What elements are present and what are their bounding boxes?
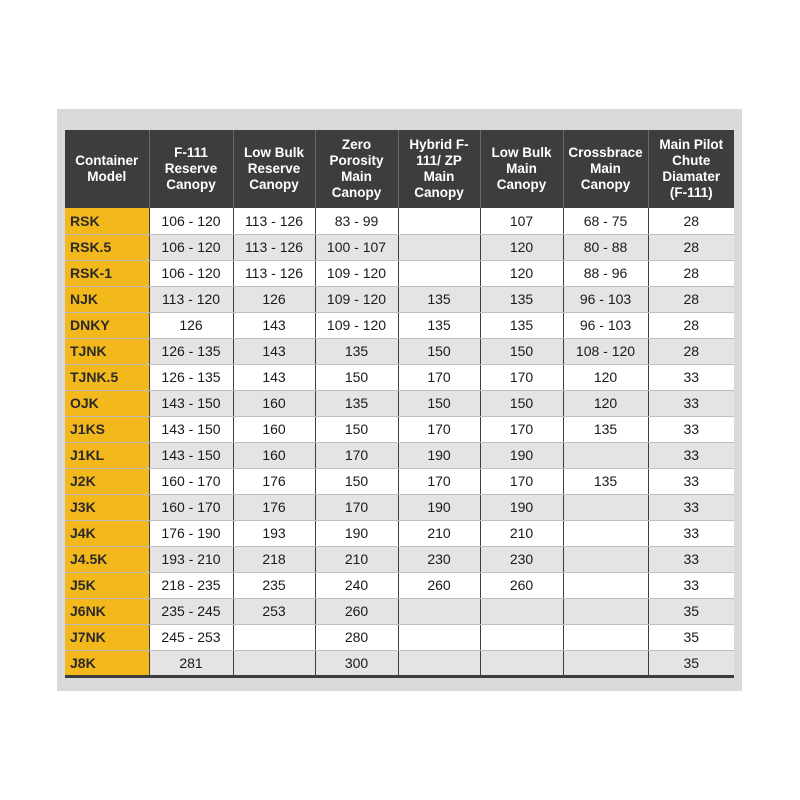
cell-hybrid-main: 135 xyxy=(398,312,480,338)
cell-crossbrace-main xyxy=(563,598,648,624)
cell-hybrid-main: 150 xyxy=(398,390,480,416)
cell-hybrid-main: 150 xyxy=(398,338,480,364)
cell-hybrid-main: 190 xyxy=(398,494,480,520)
cell-pilot-chute-diameter: 35 xyxy=(648,624,734,650)
cell-zero-porosity-main: 83 - 99 xyxy=(315,208,398,234)
cell-zero-porosity-main: 150 xyxy=(315,468,398,494)
cell-low-bulk-main: 190 xyxy=(480,442,563,468)
cell-pilot-chute-diameter: 28 xyxy=(648,208,734,234)
cell-zero-porosity-main: 170 xyxy=(315,442,398,468)
cell-zero-porosity-main: 109 - 120 xyxy=(315,312,398,338)
table-body xyxy=(65,208,734,676)
table-row xyxy=(65,364,734,390)
table-row xyxy=(65,572,734,598)
cell-pilot-chute-diameter: 33 xyxy=(648,494,734,520)
table-row xyxy=(65,546,734,572)
cell-hybrid-main xyxy=(398,234,480,260)
cell-f111-reserve: 126 - 135 xyxy=(149,338,233,364)
cell-container-model: J8K xyxy=(65,650,149,676)
cell-low-bulk-main xyxy=(480,624,563,650)
cell-crossbrace-main: 135 xyxy=(563,416,648,442)
header-main-pilot-chute-diameter: Main Pilot Chute Diamater (F-111) xyxy=(648,130,734,208)
cell-pilot-chute-diameter: 33 xyxy=(648,364,734,390)
cell-f111-reserve: 176 - 190 xyxy=(149,520,233,546)
cell-container-model: RSK-1 xyxy=(65,260,149,286)
table-row xyxy=(65,208,734,234)
cell-low-bulk-main: 135 xyxy=(480,312,563,338)
header-f111-reserve-canopy: F-111 Reserve Canopy xyxy=(149,130,233,208)
cell-hybrid-main xyxy=(398,260,480,286)
cell-f111-reserve: 106 - 120 xyxy=(149,234,233,260)
cell-low-bulk-reserve: 143 xyxy=(233,364,315,390)
cell-zero-porosity-main: 109 - 120 xyxy=(315,286,398,312)
cell-container-model: J2K xyxy=(65,468,149,494)
cell-low-bulk-reserve: 143 xyxy=(233,312,315,338)
cell-low-bulk-reserve: 143 xyxy=(233,338,315,364)
table-row xyxy=(65,494,734,520)
cell-f111-reserve: 160 - 170 xyxy=(149,494,233,520)
cell-crossbrace-main: 96 - 103 xyxy=(563,286,648,312)
cell-container-model: J1KS xyxy=(65,416,149,442)
header-low-bulk-reserve-canopy: Low Bulk Reserve Canopy xyxy=(233,130,315,208)
cell-f111-reserve: 245 - 253 xyxy=(149,624,233,650)
cell-hybrid-main: 210 xyxy=(398,520,480,546)
cell-pilot-chute-diameter: 33 xyxy=(648,468,734,494)
cell-f111-reserve: 218 - 235 xyxy=(149,572,233,598)
cell-crossbrace-main xyxy=(563,572,648,598)
cell-pilot-chute-diameter: 33 xyxy=(648,442,734,468)
cell-crossbrace-main xyxy=(563,520,648,546)
cell-pilot-chute-diameter: 33 xyxy=(648,390,734,416)
cell-hybrid-main: 190 xyxy=(398,442,480,468)
cell-f111-reserve: 106 - 120 xyxy=(149,260,233,286)
cell-low-bulk-reserve xyxy=(233,624,315,650)
table-row xyxy=(65,286,734,312)
cell-zero-porosity-main: 100 - 107 xyxy=(315,234,398,260)
table-row xyxy=(65,520,734,546)
cell-low-bulk-reserve: 160 xyxy=(233,416,315,442)
cell-low-bulk-main: 170 xyxy=(480,416,563,442)
cell-zero-porosity-main: 210 xyxy=(315,546,398,572)
cell-low-bulk-reserve: 253 xyxy=(233,598,315,624)
cell-zero-porosity-main: 190 xyxy=(315,520,398,546)
cell-f111-reserve: 235 - 245 xyxy=(149,598,233,624)
cell-f111-reserve: 126 xyxy=(149,312,233,338)
cell-low-bulk-main: 150 xyxy=(480,390,563,416)
header-row xyxy=(65,130,734,208)
cell-low-bulk-main: 170 xyxy=(480,468,563,494)
cell-pilot-chute-diameter: 28 xyxy=(648,338,734,364)
cell-hybrid-main xyxy=(398,650,480,676)
cell-hybrid-main: 230 xyxy=(398,546,480,572)
cell-low-bulk-reserve: 218 xyxy=(233,546,315,572)
cell-low-bulk-reserve: 126 xyxy=(233,286,315,312)
cell-pilot-chute-diameter: 33 xyxy=(648,416,734,442)
header-low-bulk-main-canopy: Low Bulk Main Canopy xyxy=(480,130,563,208)
table-row xyxy=(65,468,734,494)
header-hybrid-main-canopy: Hybrid F- 111/ ZP Main Canopy xyxy=(398,130,480,208)
cell-low-bulk-main: 120 xyxy=(480,234,563,260)
cell-pilot-chute-diameter: 28 xyxy=(648,312,734,338)
cell-low-bulk-reserve: 176 xyxy=(233,468,315,494)
cell-low-bulk-reserve: 113 - 126 xyxy=(233,260,315,286)
cell-f111-reserve: 281 xyxy=(149,650,233,676)
cell-pilot-chute-diameter: 28 xyxy=(648,286,734,312)
cell-hybrid-main xyxy=(398,598,480,624)
cell-low-bulk-main: 170 xyxy=(480,364,563,390)
table-row xyxy=(65,338,734,364)
cell-f111-reserve: 113 - 120 xyxy=(149,286,233,312)
cell-crossbrace-main: 135 xyxy=(563,468,648,494)
cell-low-bulk-main: 190 xyxy=(480,494,563,520)
cell-container-model: J7NK xyxy=(65,624,149,650)
table-row xyxy=(65,624,734,650)
cell-pilot-chute-diameter: 33 xyxy=(648,546,734,572)
cell-hybrid-main xyxy=(398,208,480,234)
cell-f111-reserve: 193 - 210 xyxy=(149,546,233,572)
cell-pilot-chute-diameter: 28 xyxy=(648,234,734,260)
cell-hybrid-main: 170 xyxy=(398,416,480,442)
cell-crossbrace-main: 96 - 103 xyxy=(563,312,648,338)
cell-crossbrace-main: 120 xyxy=(563,364,648,390)
cell-low-bulk-main: 230 xyxy=(480,546,563,572)
cell-zero-porosity-main: 240 xyxy=(315,572,398,598)
table-row xyxy=(65,598,734,624)
cell-hybrid-main: 170 xyxy=(398,468,480,494)
header-zero-porosity-main-canopy: Zero Porosity Main Canopy xyxy=(315,130,398,208)
cell-container-model: J4K xyxy=(65,520,149,546)
cell-low-bulk-main xyxy=(480,598,563,624)
table-row xyxy=(65,416,734,442)
cell-zero-porosity-main: 135 xyxy=(315,338,398,364)
cell-hybrid-main: 135 xyxy=(398,286,480,312)
cell-pilot-chute-diameter: 33 xyxy=(648,520,734,546)
cell-pilot-chute-diameter: 35 xyxy=(648,650,734,676)
table-row xyxy=(65,234,734,260)
cell-low-bulk-main: 135 xyxy=(480,286,563,312)
cell-pilot-chute-diameter: 33 xyxy=(648,572,734,598)
cell-zero-porosity-main: 135 xyxy=(315,390,398,416)
cell-low-bulk-main: 210 xyxy=(480,520,563,546)
table-row xyxy=(65,260,734,286)
cell-zero-porosity-main: 150 xyxy=(315,364,398,390)
table-row xyxy=(65,390,734,416)
cell-low-bulk-main: 120 xyxy=(480,260,563,286)
cell-crossbrace-main xyxy=(563,624,648,650)
cell-container-model: J3K xyxy=(65,494,149,520)
table-row xyxy=(65,442,734,468)
cell-zero-porosity-main: 300 xyxy=(315,650,398,676)
cell-low-bulk-reserve: 160 xyxy=(233,390,315,416)
cell-f111-reserve: 143 - 150 xyxy=(149,416,233,442)
header-container-model: Container Model xyxy=(65,130,149,208)
cell-container-model: OJK xyxy=(65,390,149,416)
cell-low-bulk-main xyxy=(480,650,563,676)
cell-f111-reserve: 126 - 135 xyxy=(149,364,233,390)
cell-low-bulk-reserve: 193 xyxy=(233,520,315,546)
cell-low-bulk-reserve xyxy=(233,650,315,676)
cell-crossbrace-main: 108 - 120 xyxy=(563,338,648,364)
cell-zero-porosity-main: 170 xyxy=(315,494,398,520)
cell-crossbrace-main xyxy=(563,650,648,676)
cell-pilot-chute-diameter: 35 xyxy=(648,598,734,624)
cell-low-bulk-reserve: 160 xyxy=(233,442,315,468)
cell-f111-reserve: 143 - 150 xyxy=(149,390,233,416)
cell-container-model: RSK xyxy=(65,208,149,234)
cell-container-model: TJNK.5 xyxy=(65,364,149,390)
cell-container-model: J5K xyxy=(65,572,149,598)
cell-crossbrace-main xyxy=(563,494,648,520)
cell-container-model: NJK xyxy=(65,286,149,312)
cell-hybrid-main: 260 xyxy=(398,572,480,598)
cell-zero-porosity-main: 280 xyxy=(315,624,398,650)
cell-hybrid-main xyxy=(398,624,480,650)
cell-crossbrace-main xyxy=(563,546,648,572)
cell-low-bulk-reserve: 235 xyxy=(233,572,315,598)
cell-crossbrace-main: 68 - 75 xyxy=(563,208,648,234)
cell-low-bulk-main: 260 xyxy=(480,572,563,598)
cell-low-bulk-main: 150 xyxy=(480,338,563,364)
cell-container-model: J1KL xyxy=(65,442,149,468)
header-crossbrace-main-canopy: Crossbrace Main Canopy xyxy=(563,130,648,208)
cell-pilot-chute-diameter: 28 xyxy=(648,260,734,286)
cell-container-model: DNKY xyxy=(65,312,149,338)
cell-container-model: J4.5K xyxy=(65,546,149,572)
cell-hybrid-main: 170 xyxy=(398,364,480,390)
cell-crossbrace-main xyxy=(563,442,648,468)
canopy-size-table xyxy=(65,130,734,678)
cell-low-bulk-reserve: 176 xyxy=(233,494,315,520)
cell-zero-porosity-main: 109 - 120 xyxy=(315,260,398,286)
cell-low-bulk-reserve: 113 - 126 xyxy=(233,234,315,260)
cell-f111-reserve: 160 - 170 xyxy=(149,468,233,494)
cell-crossbrace-main: 88 - 96 xyxy=(563,260,648,286)
cell-zero-porosity-main: 150 xyxy=(315,416,398,442)
cell-crossbrace-main: 80 - 88 xyxy=(563,234,648,260)
cell-f111-reserve: 143 - 150 xyxy=(149,442,233,468)
table-header xyxy=(65,130,734,208)
cell-container-model: J6NK xyxy=(65,598,149,624)
cell-container-model: TJNK xyxy=(65,338,149,364)
cell-zero-porosity-main: 260 xyxy=(315,598,398,624)
table-row xyxy=(65,312,734,338)
cell-low-bulk-reserve: 113 - 126 xyxy=(233,208,315,234)
cell-crossbrace-main: 120 xyxy=(563,390,648,416)
cell-container-model: RSK.5 xyxy=(65,234,149,260)
cell-low-bulk-main: 107 xyxy=(480,208,563,234)
cell-f111-reserve: 106 - 120 xyxy=(149,208,233,234)
table-row xyxy=(65,650,734,676)
